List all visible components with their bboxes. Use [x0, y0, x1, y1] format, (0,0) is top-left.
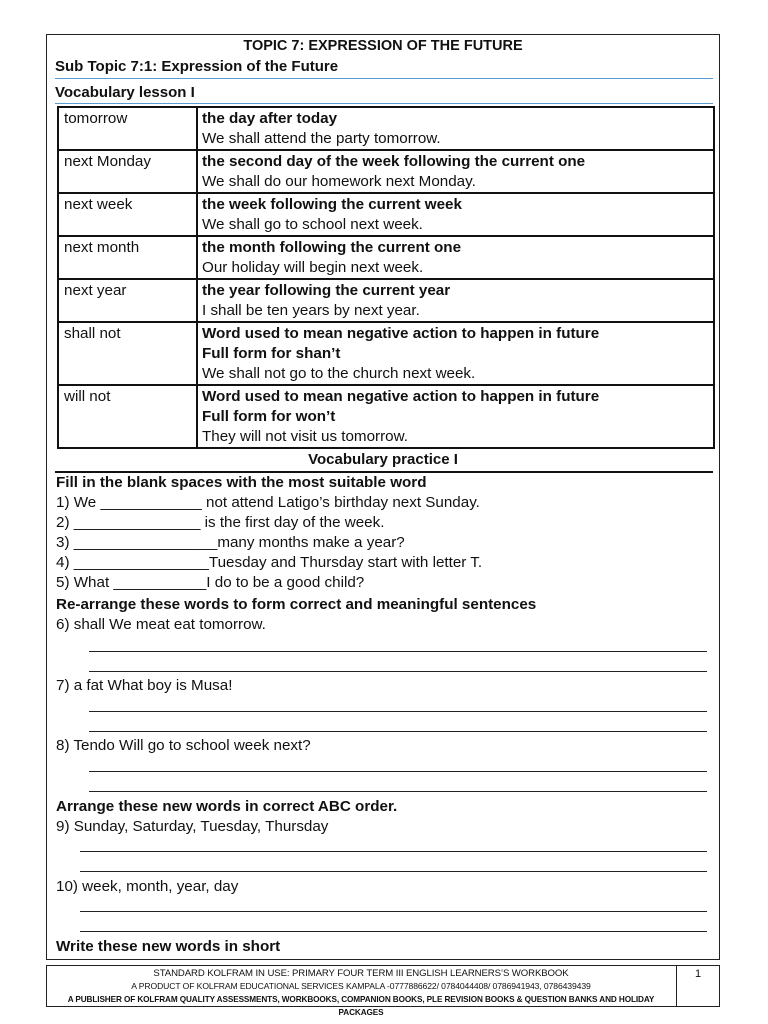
footer-line: A PRODUCT OF KOLFRAM EDUCATIONAL SERVICES KAMPALA -0777886622/ 0784044408/ 0786941943, 0786439439	[131, 981, 591, 991]
answer-line	[80, 851, 707, 852]
vocab-word: next year	[58, 279, 197, 322]
answer-line	[89, 791, 707, 792]
page-number: 1	[694, 968, 702, 980]
answer-line	[89, 651, 707, 652]
section-heading: Fill in the blank spaces with the most suitable word	[56, 474, 427, 491]
vocab-definition	[197, 236, 714, 279]
lesson-title: Vocabulary lesson I	[55, 84, 195, 101]
vocab-definition	[197, 193, 714, 236]
page-footer	[46, 965, 720, 1017]
question-10: 10) week, month, year, day	[56, 878, 239, 895]
question-3: 3) _________________many months make a year?	[56, 534, 405, 551]
vocab-word: next Monday	[58, 150, 197, 193]
question-9: 9) Sunday, Saturday, Tuesday, Thursday	[56, 818, 329, 835]
question-8: 8) Tendo Will go to school week next?	[56, 737, 311, 754]
question-4: 4) ________________Tuesday and Thursday start with letter T.	[56, 554, 483, 571]
practice-title: Vocabulary practice I	[308, 451, 458, 468]
answer-line	[80, 911, 707, 912]
vocab-word: tomorrow	[58, 107, 197, 150]
vocab-word: next week	[58, 193, 197, 236]
vocab-meaning: the day after today	[202, 110, 338, 127]
vocab-definition	[197, 322, 714, 385]
vocab-example: We shall not go to the church next week.	[202, 365, 476, 382]
vocab-word: next month	[58, 236, 197, 279]
vocab-word: shall not	[58, 322, 197, 385]
vocab-definition	[197, 107, 714, 150]
answer-line	[89, 731, 707, 732]
section-heading: Arrange these new words in correct ABC order.	[56, 798, 398, 815]
vocab-meaning: the month following the current one	[202, 239, 462, 256]
subtopic-title: Sub Topic 7:1: Expression of the Future	[55, 58, 339, 75]
vocab-definition	[197, 279, 714, 322]
divider	[55, 78, 713, 79]
vocab-meaning: Full form for won’t	[202, 408, 336, 425]
vocab-row	[58, 385, 714, 448]
vocab-meaning: Full form for shan’t	[202, 345, 341, 362]
divider	[55, 103, 713, 104]
vocab-example: Our holiday will begin next week.	[202, 259, 424, 276]
vocab-meaning: the second day of the week following the current one	[202, 153, 586, 170]
answer-line	[89, 711, 707, 712]
answer-line	[89, 771, 707, 772]
vocab-row	[58, 107, 714, 150]
vocab-meaning: Word used to mean negative action to happen in future	[202, 388, 600, 405]
answer-line	[89, 671, 707, 672]
vocab-meaning: Word used to mean negative action to happen in future	[202, 325, 600, 342]
vocab-definition	[197, 150, 714, 193]
topic-title: TOPIC 7: EXPRESSION OF THE FUTURE	[243, 38, 523, 54]
vocab-example: We shall attend the party tomorrow.	[202, 130, 441, 147]
question-2: 2) _______________ is the first day of the week.	[56, 514, 385, 531]
question-1: 1) We ____________ not attend Latigo’s birthday next Sunday.	[56, 494, 480, 511]
vocab-definition	[197, 385, 714, 448]
vocab-example: We shall go to school next week.	[202, 216, 423, 233]
question-5: 5) What ___________I do to be a good child?	[56, 574, 365, 591]
vocab-row	[58, 236, 714, 279]
vocab-row	[58, 279, 714, 322]
footer-line: A PUBLISHER OF KOLFRAM QUALITY ASSESSMENTS, WORKBOOKS, COMPANION BOOKS, PLE REVISION BOOKS & QUESTION BANKS AND HOLIDAY PACKAGES	[67, 995, 655, 1017]
question-6: 6) shall We meat eat tomorrow.	[56, 616, 266, 633]
vocab-word: will not	[58, 385, 197, 448]
vocab-row	[58, 322, 714, 385]
section-heading: Write these new words in short	[56, 938, 281, 955]
worksheet-frame	[46, 34, 720, 960]
answer-line	[80, 871, 707, 872]
vocab-meaning: the year following the current year	[202, 282, 451, 299]
divider	[55, 471, 713, 473]
page-number-box	[676, 966, 719, 1006]
footer-line: STANDARD KOLFRAM IN USE: PRIMARY FOUR TERM III ENGLISH LEARNERS’S WORKBOOK	[153, 968, 569, 979]
vocabulary-table	[57, 106, 715, 449]
vocab-row	[58, 150, 714, 193]
vocab-example: I shall be ten years by next year.	[202, 302, 420, 319]
answer-line	[80, 931, 707, 932]
vocab-example: They will not visit us tomorrow.	[202, 428, 408, 445]
footer-text	[47, 967, 675, 1019]
vocab-meaning: the week following the current week	[202, 196, 462, 213]
vocab-row	[58, 193, 714, 236]
section-heading: Re-arrange these words to form correct and meaningful sentences	[56, 596, 537, 613]
vocab-example: We shall do our homework next Monday.	[202, 173, 476, 190]
question-7: 7) a fat What boy is Musa!	[56, 677, 233, 694]
